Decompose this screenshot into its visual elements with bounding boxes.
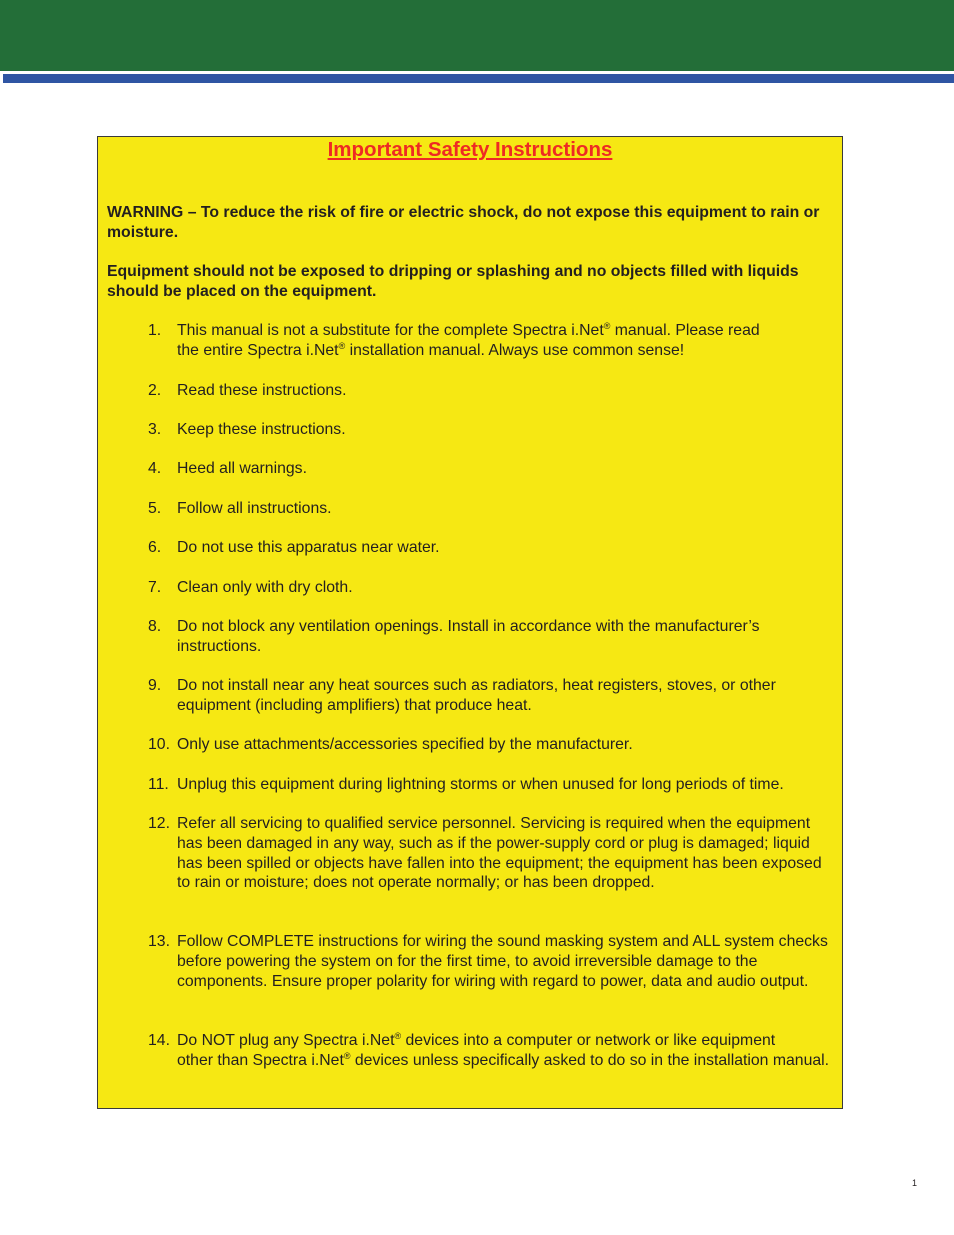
item-number: 9. <box>148 677 162 694</box>
item-number: 3. <box>148 421 162 438</box>
item-text: Follow all instructions. <box>177 500 332 517</box>
safety-instructions-box <box>97 136 843 1109</box>
item-text: Unplug this equipment during lightning storms or when unused for long periods of time. <box>177 776 784 793</box>
list-item <box>148 578 838 598</box>
item-number: 6. <box>148 539 162 556</box>
item-number: 14. <box>148 1032 170 1049</box>
item-number: 4. <box>148 460 162 477</box>
item-number: 10. <box>148 736 170 753</box>
item-text: Do not use this apparatus near water. <box>177 539 440 556</box>
item-text: This manual is not a substitute for the complete Spectra i.Net® manual. Please read the entire Spectra i.Net® installation manual. Always use common sense! <box>177 321 760 359</box>
item-number: 1. <box>148 322 162 339</box>
item-text: Read these instructions. <box>177 382 347 399</box>
list-item <box>148 814 838 893</box>
list-item <box>148 676 838 716</box>
list-item <box>148 381 838 401</box>
item-number: 8. <box>148 618 162 635</box>
list-item <box>148 420 838 440</box>
page-title: Important Safety Instructions <box>327 138 613 161</box>
equipment-warning-paragraph: Equipment should not be exposed to dripping or splashing and no objects filled with liquids should be placed on the equipment. <box>107 263 799 300</box>
list-item <box>148 499 838 519</box>
item-number: 11. <box>148 776 169 793</box>
item-number: 5. <box>148 500 162 517</box>
item-text: Do not block any ventilation openings. Install in accordance with the manufacturer’s instructions. <box>177 618 760 655</box>
warning-paragraph: WARNING – To reduce the risk of fire or electric shock, do not expose this equipment to rain or moisture. <box>107 204 820 241</box>
item-number: 7. <box>148 579 162 596</box>
item-text: Heed all warnings. <box>177 460 307 477</box>
list-item <box>148 459 838 479</box>
list-item <box>148 321 838 361</box>
list-item <box>148 538 838 558</box>
item-text: Keep these instructions. <box>177 421 346 438</box>
item-number: 2. <box>148 382 162 399</box>
header-stripe <box>3 74 954 83</box>
header-bar <box>0 0 954 71</box>
item-text: Follow COMPLETE instructions for wiring the sound masking system and ALL system checks before powering the system on for the first time, to avoid irreversible damage to the components. Ensure proper polarity for wiring with regard to power, data and audio output. <box>177 933 828 990</box>
list-item <box>148 617 838 657</box>
item-number: 13. <box>148 933 170 950</box>
list-item <box>148 932 838 991</box>
item-text: Do not install near any heat sources such as radiators, heat registers, stoves, or other equipment (including amplifiers) that produce heat. <box>177 677 776 714</box>
list-item <box>148 1031 838 1071</box>
list-item <box>148 735 838 755</box>
item-number: 12. <box>148 815 170 832</box>
item-text: Refer all servicing to qualified service personnel. Servicing is required when the equipment has been damaged in any way, such as if the power-supply cord or plug is damaged; liquid has been spilled or objects have fallen into the equipment; the equipment has been exposed to rain or moisture; does not operate normally; or has been dropped. <box>177 815 822 892</box>
list-item <box>148 775 838 795</box>
item-text: Clean only with dry cloth. <box>177 579 353 596</box>
item-text: Do NOT plug any Spectra i.Net® devices into a computer or network or like equipment other than Spectra i.Net® devices unless specifically asked to do so in the installation manual. <box>177 1031 830 1069</box>
page-number: 1 <box>912 1178 918 1188</box>
item-text: Only use attachments/accessories specified by the manufacturer. <box>177 736 633 753</box>
